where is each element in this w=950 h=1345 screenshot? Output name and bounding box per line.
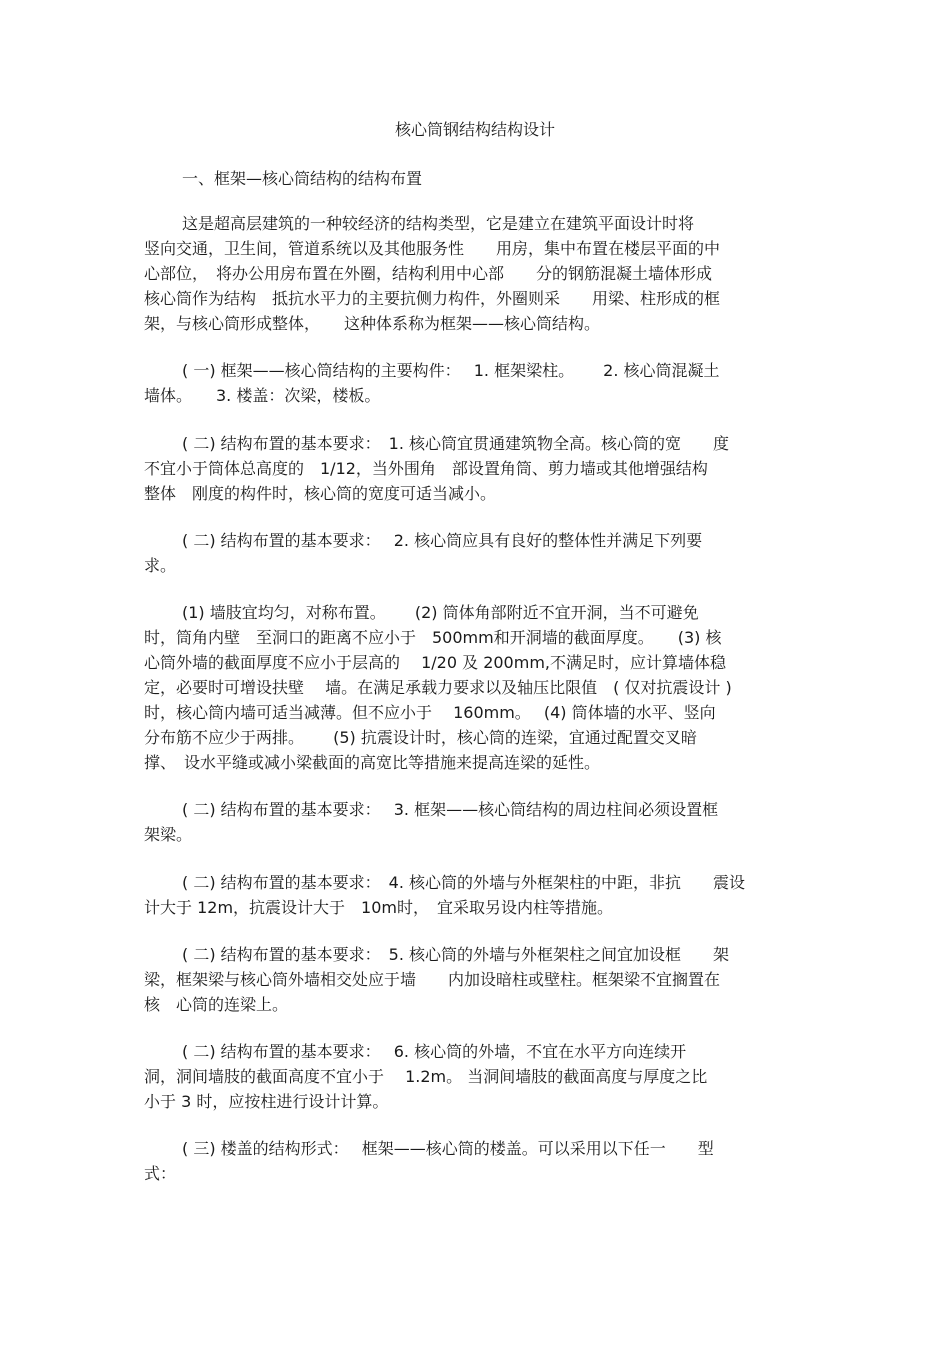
section-heading: 一、框架—核心筒结构的结构布置 xyxy=(182,169,423,188)
document-title: 核心筒钢结构结构设计 xyxy=(394,120,555,139)
paragraph-line: 整体 刚度的构件时，核心筒的宽度可适当减小。 xyxy=(144,484,497,503)
paragraph-line: 梁，框架梁与核心筒外墙相交处应于墙 内加设暗柱或壁柱。框架梁不宜搁置在 xyxy=(144,970,721,989)
paragraph-line: 计大于 12m，抗震设计大于 10m时， 宜采取另设内柱等措施。 xyxy=(144,898,613,917)
paragraph-line: (1) 墙肢宜均匀，对称布置。 (2) 筒体角部附近不宜开洞，当不可避免 xyxy=(182,603,699,622)
paragraph-line: ( 二) 结构布置的基本要求： 4. 核心筒的外墙与外框架柱的中距，非抗 震设 xyxy=(182,873,746,892)
paragraph-line: ( 三) 楼盖的结构形式： 框架——核心筒的楼盖。可以采用以下任一 型 xyxy=(182,1139,714,1158)
paragraph-line: 洞，洞间墙肢的截面高度不宜小于 1.2m。 当洞间墙肢的截面高度与厚度之比 xyxy=(144,1067,708,1086)
paragraph-line: 竖向交通，卫生间，管道系统以及其他服务性 用房，集中布置在楼层平面的中 xyxy=(144,239,721,258)
paragraph-line: 心筒外墙的截面厚度不应小于层高的 1/20 及 200mm,不满足时，应计算墙体稳 xyxy=(144,653,726,672)
paragraph-line: ( 二) 结构布置的基本要求： 1. 核心筒宜贯通建筑物全高。核心筒的宽 度 xyxy=(182,434,730,453)
paragraph-line: 架，与核心筒形成整体， 这种体系称为框架——核心筒结构。 xyxy=(144,314,601,333)
paragraph-line: 撑、 设水平缝或减小梁截面的高宽比等措施来提高连梁的延性。 xyxy=(144,753,601,772)
paragraph-line: 这是超高层建筑的一种较经济的结构类型，它是建立在建筑平面设计时将 xyxy=(182,214,695,233)
paragraph-line: ( 二) 结构布置的基本要求： 5. 核心筒的外墙与外框架柱之间宜加设框 架 xyxy=(182,945,730,964)
paragraph-line: ( 一) 框架——核心筒结构的主要构件： 1. 框架梁柱。 2. 核心筒混凝土 xyxy=(182,361,720,380)
paragraph-line: 架梁。 xyxy=(144,825,193,844)
paragraph-line: 核 心筒的连梁上。 xyxy=(144,995,289,1014)
paragraph-line: 不宜小于筒体总高度的 1/12，当外围角 部设置角筒、剪力墙或其他增强结构 xyxy=(144,459,708,478)
paragraph-line: 核心筒作为结构 抵抗水平力的主要抗侧力构件，外圈则采 用梁、柱形成的框 xyxy=(144,289,721,308)
paragraph-line: ( 二) 结构布置的基本要求： 2. 核心筒应具有良好的整体性并满足下列要 xyxy=(182,531,703,550)
paragraph-line: 墙体。 3. 楼盖：次梁，楼板。 xyxy=(144,386,381,405)
paragraph-line: 时，核心筒内墙可适当减薄。但不应小于 160mm。 (4) 筒体墙的水平、竖向 xyxy=(144,703,716,722)
paragraph-line: 式： xyxy=(144,1164,177,1183)
paragraph-line: 分布筋不应少于两排。 (5) 抗震设计时，核心筒的连梁，宜通过配置交叉暗 xyxy=(144,728,697,747)
paragraph-line: ( 二) 结构布置的基本要求： 6. 核心筒的外墙，不宜在水平方向连续开 xyxy=(182,1042,687,1061)
paragraph-line: 小于 3 时，应按柱进行设计计算。 xyxy=(144,1092,389,1111)
paragraph-line: 求。 xyxy=(144,556,177,575)
paragraph-line: ( 二) 结构布置的基本要求： 3. 框架——核心筒结构的周边柱间必须设置框 xyxy=(182,800,719,819)
paragraph-line: 时，筒角内壁 至洞口的距离不应小于 500mm和开洞墙的截面厚度。 (3) 核 xyxy=(144,628,722,647)
paragraph-line: 心部位， 将办公用房布置在外圈，结构利用中心部 分的钢筋混凝土墙体形成 xyxy=(144,264,713,283)
paragraph-line: 定，必要时可增设扶壁 墙。在满足承载力要求以及轴压比限值 ( 仅对抗震设计 ) xyxy=(144,678,732,697)
